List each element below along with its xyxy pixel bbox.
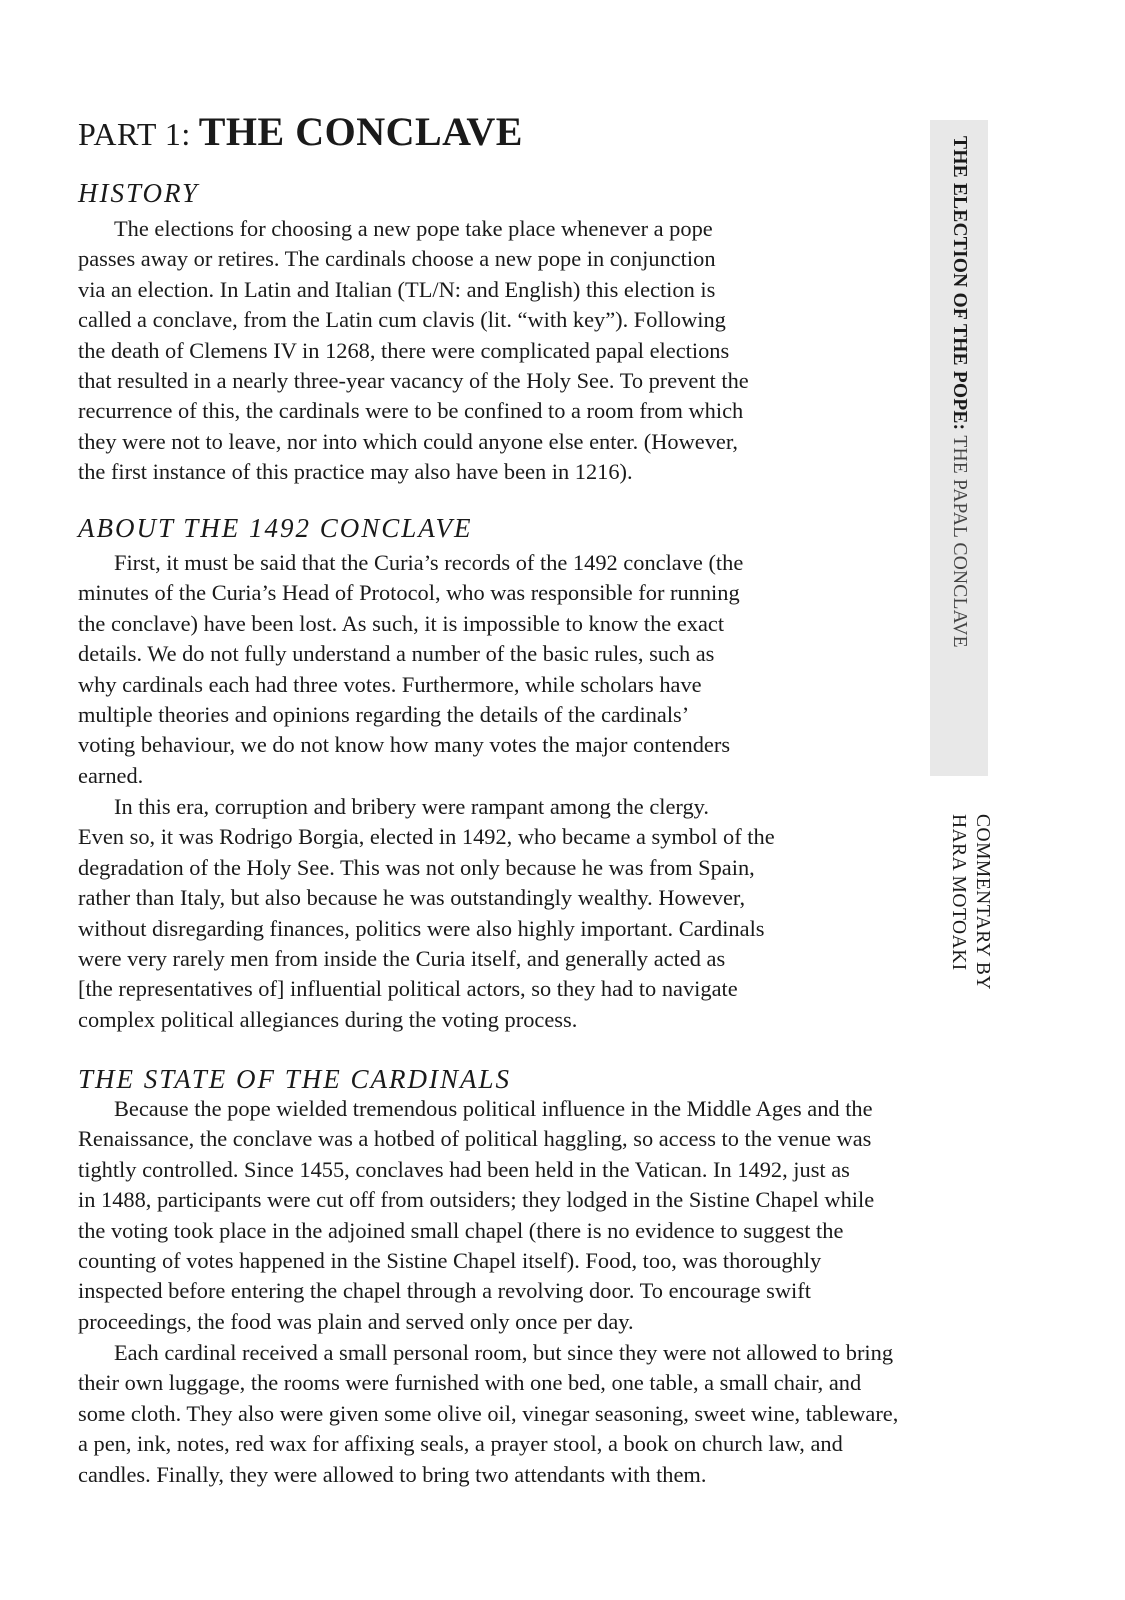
chapter-title: THE CONCLAVE xyxy=(198,109,523,154)
paragraph-history xyxy=(78,214,749,488)
section-heading-state-of-cardinals: THE STATE OF THE CARDINALS xyxy=(78,1064,512,1094)
text-line: were very rarely men from inside the Curia itself, and generally acted as xyxy=(78,945,726,971)
text-line: Because the pope wielded tremendous political influence in the Middle Ages and the xyxy=(114,1096,873,1121)
part-label: PART 1: xyxy=(78,116,191,152)
text-line: rather than Italy, but also because he was outstandingly wealthy. However, xyxy=(78,885,746,911)
text-line: Each cardinal received a small personal room, but since they were not allowed to bring xyxy=(114,1340,894,1365)
running-title-regular: THE PAPAL CONCLAVE xyxy=(949,435,970,648)
text-line: the voting took place in the adjoined small chapel (there is no evidence to suggest the xyxy=(78,1217,844,1243)
running-title xyxy=(930,120,988,776)
text-line: called a conclave, from the Latin cum clavis (lit. “with key”). Following xyxy=(78,307,726,333)
text-line: earned. xyxy=(78,762,144,788)
section-heading-history: HISTORY xyxy=(78,178,200,208)
paragraph-1492-conclave-2 xyxy=(78,792,775,1035)
text-line: details. We do not fully understand a number of the basic rules, such as xyxy=(78,641,715,667)
text-line: a pen, ink, notes, red wax for affixing seals, a prayer stool, a book on church law, and xyxy=(78,1431,843,1457)
text-line: passes away or retires. The cardinals choose a new pope in conjunction xyxy=(78,246,716,272)
text-line: counting of votes happened in the Sistine Chapel itself). Food, too, was thoroughly xyxy=(78,1247,822,1273)
text-line: candles. Finally, they were allowed to bring two attendants with them. xyxy=(78,1461,707,1487)
text-line: via an election. In Latin and Italian (TL/N: and English) this election is xyxy=(78,276,716,302)
running-title-band xyxy=(930,120,988,776)
text-line: proceedings, the food was plain and served only once per day. xyxy=(78,1308,634,1334)
text-line: the first instance of this practice may also have been in 1216). xyxy=(78,459,633,485)
text-line: In this era, corruption and bribery were rampant among the clergy. xyxy=(114,794,710,819)
text-line: [the representatives of] influential political actors, so they had to navigate xyxy=(78,976,738,1002)
text-line: the conclave) have been lost. As such, it is impossible to know the exact xyxy=(78,610,725,636)
paragraph-state-of-cardinals-1 xyxy=(78,1094,874,1337)
text-line: minutes of the Curia’s Head of Protocol, who was responsible for running xyxy=(78,580,740,606)
page-title xyxy=(78,108,523,155)
text-line: The elections for choosing a new pope take place whenever a pope xyxy=(114,216,713,241)
text-line: their own luggage, the rooms were furnished with one bed, one table, a small chair, and xyxy=(78,1370,862,1396)
text-line: Even so, it was Rodrigo Borgia, elected in 1492, who became a symbol of the xyxy=(78,824,775,850)
text-line: multiple theories and opinions regarding the details of the cardinals’ xyxy=(78,701,690,727)
paragraph-1492-conclave-1 xyxy=(78,548,743,791)
credit-line-1: COMMENTARY BY xyxy=(972,814,993,990)
text-line: inspected before entering the chapel through a revolving door. To encourage swift xyxy=(78,1278,811,1304)
text-line: recurrence of this, the cardinals were to be confined to a room from which xyxy=(78,398,744,424)
text-line: Renaissance, the conclave was a hotbed of political haggling, so access to the venue was xyxy=(78,1126,872,1152)
section-heading-1492-conclave: ABOUT THE 1492 CONCLAVE xyxy=(78,513,473,543)
text-line: tightly controlled. Since 1455, conclaves had been held in the Vatican. In 1492, just as xyxy=(78,1156,850,1182)
text-line: why cardinals each had three votes. Furthermore, while scholars have xyxy=(78,671,702,697)
text-line: without disregarding finances, politics were also highly important. Cardinals xyxy=(78,915,765,941)
text-line: voting behaviour, we do not know how many votes the major contenders xyxy=(78,732,731,758)
text-line: complex political allegiances during the voting process. xyxy=(78,1006,578,1032)
author-credit xyxy=(934,814,994,1044)
text-line: degradation of the Holy See. This was not only because he was from Spain, xyxy=(78,854,755,880)
text-line: the death of Clemens IV in 1268, there were complicated papal elections xyxy=(78,337,730,363)
text-line: some cloth. They also were given some olive oil, vinegar seasoning, sweet wine, tableware, xyxy=(78,1400,899,1426)
text-line: that resulted in a nearly three-year vacancy of the Holy See. To prevent the xyxy=(78,367,749,393)
text-line: First, it must be said that the Curia’s records of the 1492 conclave (the xyxy=(114,550,744,575)
running-title-bold: THE ELECTION OF THE POPE: xyxy=(949,136,970,436)
credit-line-2: HARA MOTOAKI xyxy=(948,814,969,971)
text-line: they were not to leave, nor into which could anyone else enter. (However, xyxy=(78,428,739,454)
paragraph-state-of-cardinals-2 xyxy=(78,1338,898,1490)
text-line: in 1488, participants were cut off from outsiders; they lodged in the Sistine Chapel while xyxy=(78,1187,875,1213)
